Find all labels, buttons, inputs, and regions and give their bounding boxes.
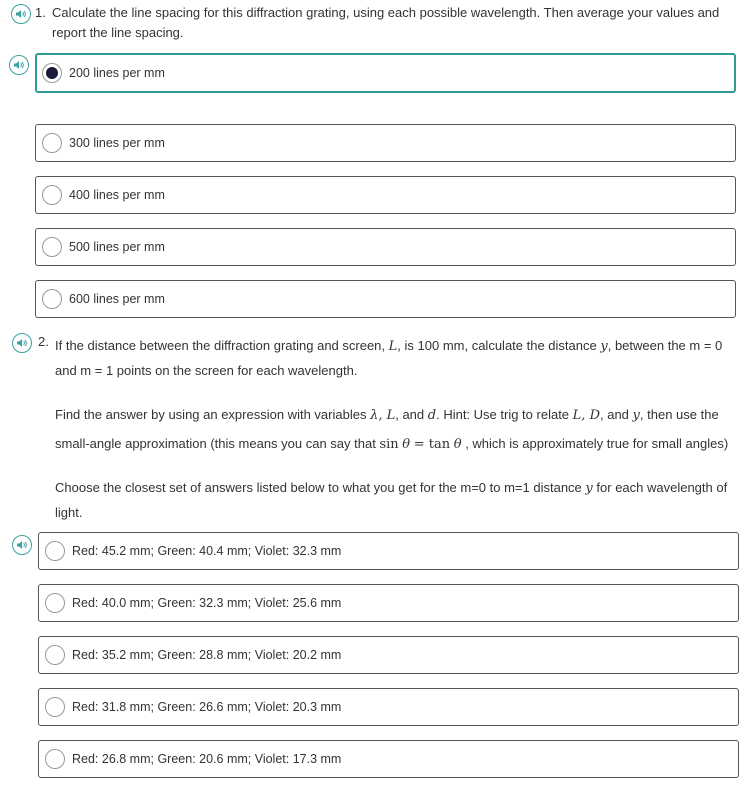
question-paragraph: [55, 476, 735, 525]
speaker-icon[interactable]: [12, 535, 32, 555]
option-label: Red: 31.8 mm; Green: 26.6 mm; Violet: 20.3 mm: [72, 700, 342, 714]
answer-option[interactable]: [38, 584, 739, 622]
question-text-line: Calculate the line spacing for this diffraction grating, using each possible wavelength. Then average your values and: [52, 5, 720, 20]
text-fragment: If the distance between the diffraction grating and screen,: [55, 338, 386, 353]
answer-option[interactable]: [38, 740, 739, 778]
question-text: [52, 3, 742, 43]
option-label: 600 lines per mm: [69, 292, 165, 306]
math-variable: y: [585, 481, 593, 496]
option-label: Red: 35.2 mm; Green: 28.8 mm; Violet: 20.2 mm: [72, 648, 342, 662]
math-function: = tan: [413, 437, 451, 452]
question-text-line: light.: [55, 505, 83, 520]
math-variable: d: [427, 408, 437, 423]
text-fragment: for each wavelength of: [596, 480, 728, 495]
math-variable: y: [632, 408, 640, 423]
text-fragment: , then use the: [639, 407, 719, 422]
math-function: sin: [379, 437, 399, 452]
speaker-icon[interactable]: [9, 55, 29, 75]
radio-button[interactable]: [42, 237, 62, 257]
answer-option[interactable]: [38, 636, 739, 674]
radio-button[interactable]: [45, 541, 65, 561]
option-label: Red: 45.2 mm; Green: 40.4 mm; Violet: 32.3 mm: [72, 544, 342, 558]
question-text-line: [55, 476, 735, 501]
option-label: Red: 26.8 mm; Green: 20.6 mm; Violet: 17.3 mm: [72, 752, 342, 766]
text-fragment: Find the answer by using an expression with variables: [55, 407, 367, 422]
question-number: 1.: [35, 5, 46, 20]
option-label: 200 lines per mm: [69, 66, 165, 80]
radio-button[interactable]: [45, 697, 65, 717]
text-fragment: . Hint: Use trig to relate: [436, 407, 570, 422]
text-fragment: , and: [600, 407, 629, 422]
text-fragment: , is 100 mm, calculate the distance: [397, 338, 597, 353]
text-fragment: , which is approximately true for small angles): [465, 436, 729, 451]
speaker-icon[interactable]: [11, 4, 31, 24]
radio-selected-dot: [46, 67, 58, 79]
math-variable: θ: [453, 437, 462, 452]
question-text-line: [55, 401, 735, 430]
answer-option[interactable]: [35, 124, 736, 162]
math-variable: y: [600, 339, 608, 354]
math-variable: L, D: [572, 408, 600, 423]
math-variable: L: [388, 339, 398, 354]
radio-button[interactable]: [42, 185, 62, 205]
radio-button[interactable]: [45, 593, 65, 613]
question-text-line: and m = 1 points on the screen for each wavelength.: [55, 363, 358, 378]
question-text-line: report the line spacing.: [52, 25, 184, 40]
answer-option[interactable]: [35, 228, 736, 266]
answer-option[interactable]: [38, 532, 739, 570]
option-label: 500 lines per mm: [69, 240, 165, 254]
radio-button[interactable]: [42, 289, 62, 309]
text-fragment: , and: [395, 407, 425, 422]
option-label: 300 lines per mm: [69, 136, 165, 150]
radio-button[interactable]: [45, 749, 65, 769]
speaker-icon[interactable]: [12, 333, 32, 353]
question-text-line: [55, 430, 735, 459]
option-label: 400 lines per mm: [69, 188, 165, 202]
answer-option[interactable]: [35, 53, 736, 93]
math-variable: θ: [402, 437, 411, 452]
question-text-line: [55, 334, 735, 359]
text-fragment: Choose the closest set of answers listed below to what you get for the m=0 to m=1 distance: [55, 480, 582, 495]
question-number: 2.: [38, 334, 49, 349]
answer-option[interactable]: [38, 688, 739, 726]
math-variable: λ, L: [370, 408, 396, 423]
answer-option[interactable]: [35, 280, 736, 318]
radio-button[interactable]: [42, 63, 62, 83]
radio-button[interactable]: [45, 645, 65, 665]
radio-button[interactable]: [42, 133, 62, 153]
question-paragraph: [55, 334, 735, 383]
text-fragment: small-angle approximation (this means you can say that: [55, 436, 376, 451]
question-paragraph: [55, 401, 735, 459]
answer-option[interactable]: [35, 176, 736, 214]
option-label: Red: 40.0 mm; Green: 32.3 mm; Violet: 25.6 mm: [72, 596, 342, 610]
text-fragment: , between the m = 0: [607, 338, 723, 353]
